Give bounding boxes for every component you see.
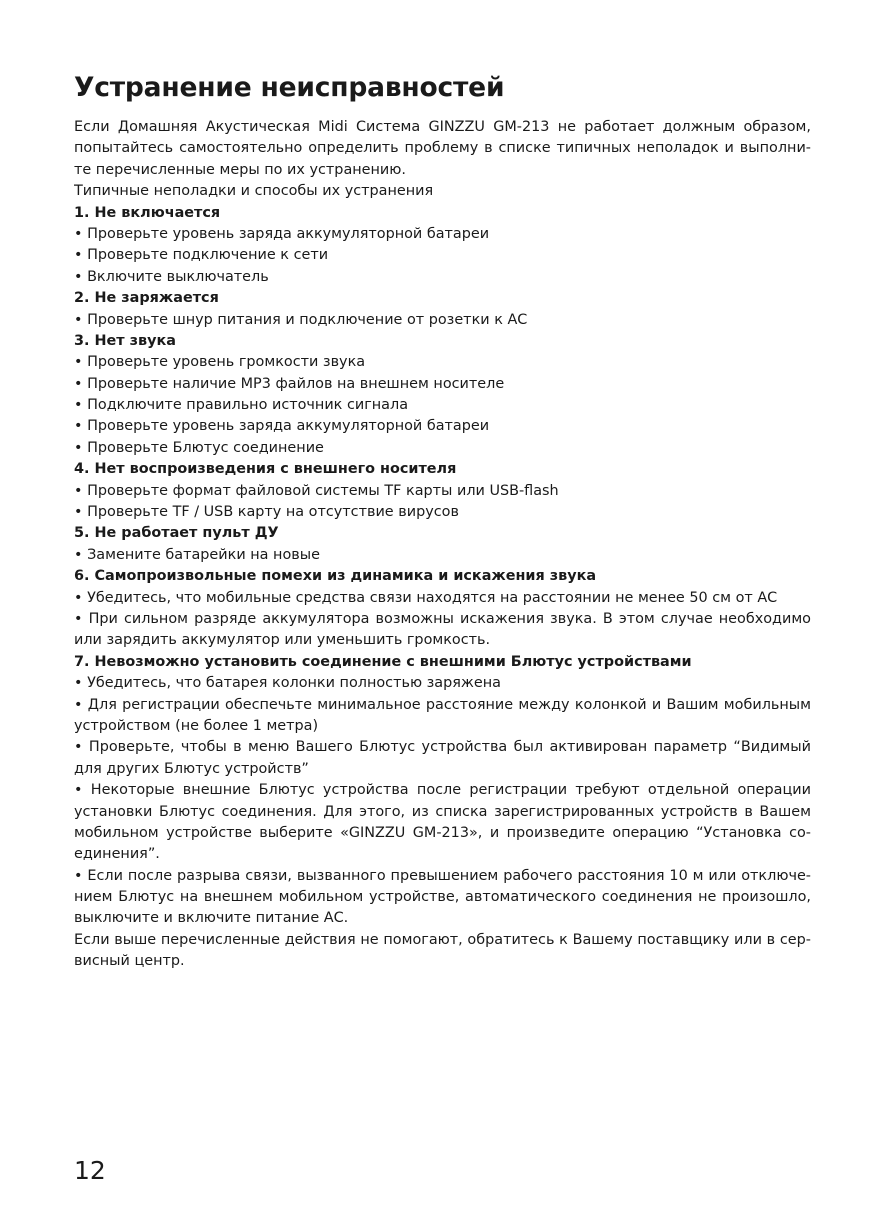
text-line: • Проверьте шнур питания и подключение от розетки к АС [74,311,528,328]
text-line: те перечисленные меры по их устранению. [74,161,406,178]
section-heading: 4. Нет воспроизведения с внешнего носителя [74,461,457,478]
document-body [74,117,811,973]
text-line: выключите и включите питание АС. [74,910,349,927]
text-line: Если выше перечисленные действия не помогают, обратитесь к Вашему поставщику или в сер- [74,931,811,948]
text-line: установки Блютус соединения. Для этого, из списка зарегистрированных устройств в Вашем [74,803,811,820]
text-line: • Включите выключатель [74,268,269,285]
text-line: • Проверьте TF / USB карту на отсутствие вирусов [74,504,459,521]
text-line: • Проверьте подключение к сети [74,247,329,264]
text-line: • Некоторые внешние Блютус устройства после регистрации требуют отдельной операции [74,782,811,799]
text-line: • Проверьте уровень заряда аккумуляторной батареи [74,418,490,435]
section-heading: 1. Не включается [74,204,221,221]
text-line: • Для регистрации обеспечьте минимальное расстояние между колонкой и Вашим мобильным [74,696,811,713]
section-heading: 6. Самопроизвольные помехи из динамика и искажения звука [74,568,597,585]
text-line: • Проверьте уровень громкости звука [74,354,366,371]
text-line: • Проверьте Блютус соединение [74,439,324,456]
page-title: Устранение неисправностей [74,72,505,103]
page-number: 12 [74,1156,106,1185]
text-line: • Проверьте уровень заряда аккумуляторной батареи [74,225,490,242]
text-line: • Проверьте формат файловой системы TF карты или USB-flash [74,482,559,499]
text-line: висный центр. [74,953,185,970]
text-line: Если Домашняя Акустическая Midi Система GINZZU GM-213 не работает должным образом, [74,119,811,135]
text-line: попытайтесь самостоятельно определить проблему в списке типичных неполадок и выполни- [74,140,811,157]
text-line: устройством (не более 1 метра) [74,717,319,734]
text-line: • Подключите правильно источник сигнала [74,397,409,414]
text-line: • Проверьте, чтобы в меню Вашего Блютус устройства был активирован параметр “Видимый [74,739,811,756]
text-line: • Убедитесь, что батарея колонки полностью заряжена [74,675,501,692]
section-heading: 7. Невозможно установить соединение с внешними Блютус устройствами [74,653,692,670]
text-line: или зарядить аккумулятор или уменьшить громкость. [74,632,491,649]
text-line: • Убедитесь, что мобильные средства связи находятся на расстоянии не менее 50 см от АС [74,589,778,606]
section-heading: 3. Нет звука [74,332,176,349]
text-line: • Если после разрыва связи, вызванного превышением рабочего расстояния 10 м или отключе- [74,867,811,884]
section-heading: 2. Не заряжается [74,290,219,307]
text-line: • Проверьте наличие MP3 файлов на внешнем носителе [74,375,505,392]
section-heading: 5. Не работает пульт ДУ [74,525,279,542]
text-line: • При сильном разряде аккумулятора возможны искажения звука. В этом случае необходимо [74,610,811,627]
text-line: мобильном устройстве выберите «GINZZU GM-213», и произведите операцию “Установка со- [74,824,811,841]
text-line: Типичные неполадки и способы их устранения [74,183,434,200]
text-line: • Замените батарейки на новые [74,546,320,563]
text-line: для других Блютус устройств” [74,760,309,777]
text-line: единения”. [74,846,160,863]
text-line: нием Блютус на внешнем мобильном устройстве, автоматического соединения не произошло, [74,889,811,906]
